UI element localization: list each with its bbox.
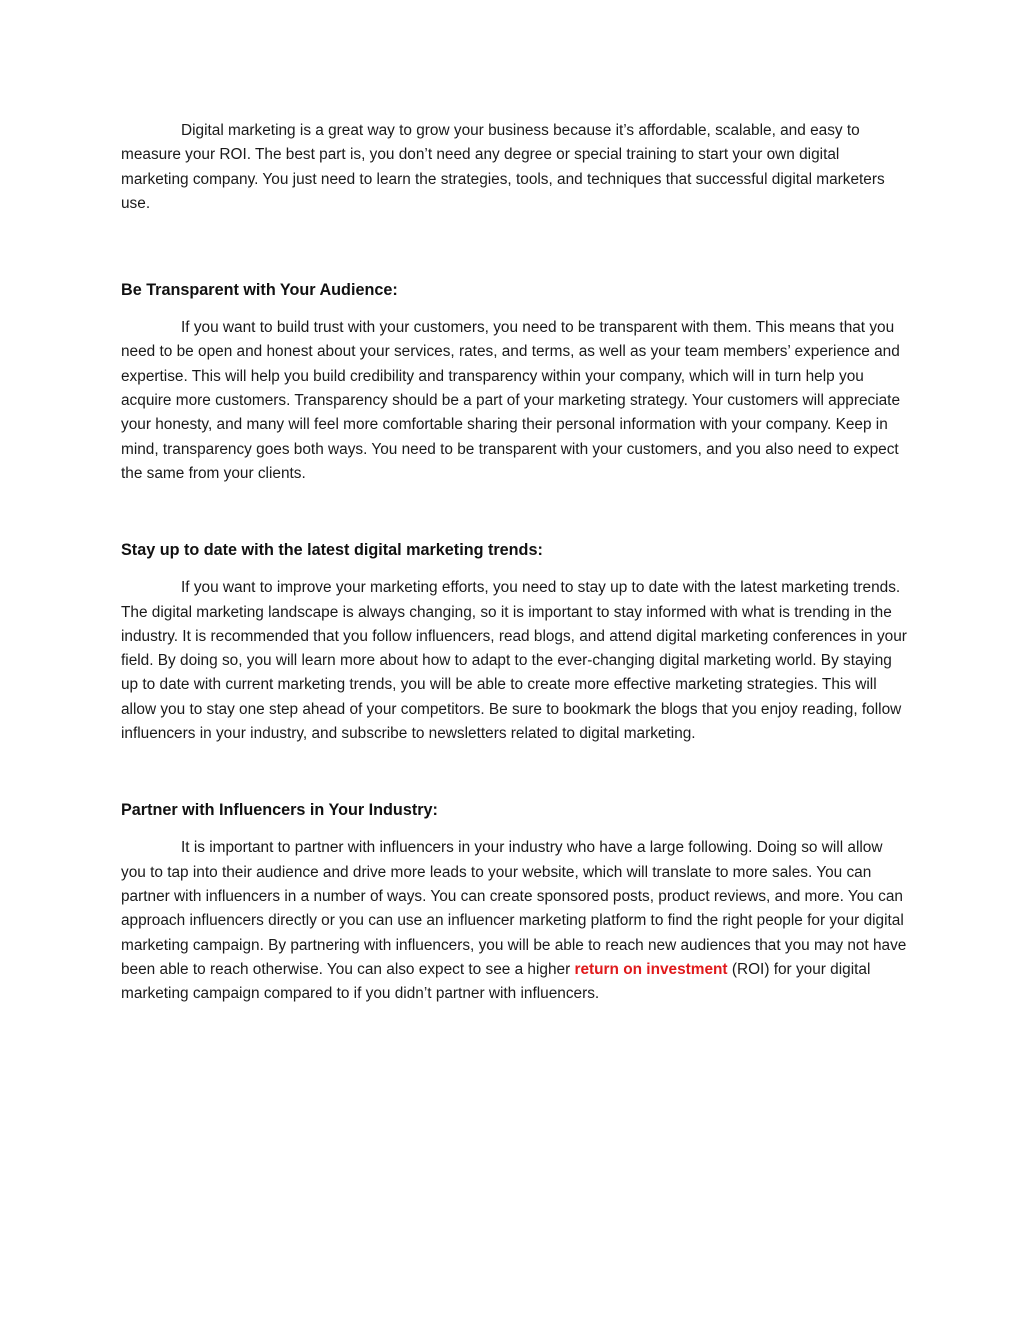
- intro-paragraph: Digital marketing is a great way to grow your business because it’s affordable, scalable, and easy to measure your ROI. The best part is, you don’t need any degree or special training to start your own digital marketing company. You just need to learn the strategies, tools, and techniques that successful digital marketers use.: [121, 122, 885, 212]
- section-heading-transparent: Be Transparent with Your Audience:: [121, 281, 398, 300]
- section-heading-influencers: Partner with Influencers in Your Industry:: [121, 801, 438, 820]
- return-on-investment-link[interactable]: return on investment: [574, 960, 728, 978]
- section-paragraph-influencers: [121, 836, 911, 1006]
- influencers-text-before-link: It is important to partner with influencers in your industry who have a large following. Doing so will allow you to tap into their audience and drive more leads to your website, which will translate to more sales. You can partner with influencers in a number of ways. You can create sponsored posts, product reviews, and more. You can approach influencers directly or you can use an influencer marketing platform to find the right people for your digital marketing campaign. By partnering with influencers, you will be able to reach new audiences that you may not have been able to reach otherwise. You can also expect to see a higher: [121, 839, 907, 978]
- influencers-text-after-link: (ROI) for your digital marketing campaign compared to if you didn’t partner with influencers.: [121, 960, 871, 1003]
- document-body: [121, 119, 911, 1006]
- section-heading-trends: Stay up to date with the latest digital marketing trends:: [121, 541, 543, 560]
- section-paragraph-transparent: If you want to build trust with your customers, you need to be transparent with them. This means that you need to be open and honest about your services, rates, and terms, as well as your team members’ experience and expertise. This will help you build credibility and transparency within your company, which will in turn help you acquire more customers. Transparency should be a part of your marketing strategy. Your customers will appreciate your honesty, and many will feel more comfortable sharing their personal information with your company. Keep in mind, transparency goes both ways. You need to be transparent with your customers, and you also need to expect the same from your clients.: [121, 319, 901, 482]
- section-paragraph-trends: If you want to improve your marketing efforts, you need to stay up to date with the latest marketing trends. The digital marketing landscape is always changing, so it is important to stay informed with what is trending in the industry. It is recommended that you follow influencers, read blogs, and attend digital marketing conferences in your field. By doing so, you will learn more about how to adapt to the ever-changing digital marketing world. By staying up to date with current marketing trends, you will be able to create more effective marketing strategies. This will allow you to stay one step ahead of your competitors. Be sure to bookmark the blogs that you enjoy reading, follow influencers in your industry, and subscribe to newsletters related to digital marketing.: [121, 579, 907, 743]
